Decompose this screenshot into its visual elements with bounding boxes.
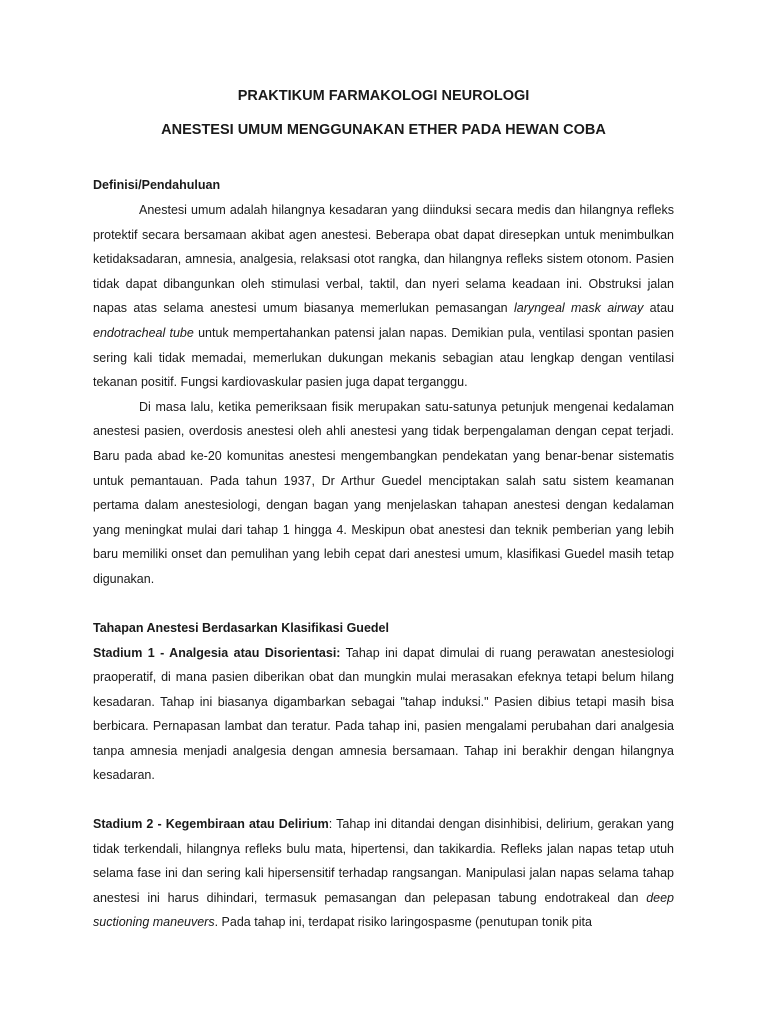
paragraph-text: . Pada tahap ini, terdapat risiko laringospasme (penutupan tonik pita [214,915,592,930]
paragraph-text: : Tahap ini ditandai dengan disinhibisi, delirium, gerakan yang tidak terkendali, hilangnya refleks bulu mata, hipertensi, dan takikardia. Refleks jalan napas tetap utuh selama fase ini dan sering kali hipersensitif terhadap rangsangan. Manipulasi jalan napas selama tahap anestesi ini harus dihindari, termasuk pemasangan dan pelepasan tabung endotrakeal dan [93,817,674,905]
document-title: PRAKTIKUM FARMAKOLOGI NEUROLOGI [237,88,530,104]
paragraph-definisi-1 [93,198,674,395]
section-heading-definisi: Definisi/Pendahuluan [93,178,221,192]
stage-lead: Stadium 1 - Analgesia atau Disorientasi: [93,645,341,660]
paragraph-text: Anestesi umum adalah hilangnya kesadaran yang diinduksi secara medis dan hilangnya refleks protektif secara bersamaan akibat agen anestesi. Beberapa obat dapat diresepkan untuk menimbulkan ketidaksadaran, amnesia, analgesia, relaksasi otot rangka, dan hilangnya refleks sistem otonom. Pasien tidak dapat dibangunkan oleh stimulasi verbal, taktil, dan nyeri selama keadaan ini. Obstruksi jalan napas atas selama anestesi umum biasanya memerlukan pemasangan [93,203,674,316]
paragraph-definisi-2: Di masa lalu, ketika pemeriksaan fisik merupakan satu-satunya petunjuk mengenai kedalaman anestesi pasien, overdosis anestesi oleh ahli anestesi yang tidak berpengalaman dengan cepat terjadi. Baru pada abad ke-20 komunitas anestesi mengembangkan pendekatan yang benar-benar sistematis untuk pemantauan. Pada tahun 1937, Dr Arthur Guedel menciptakan salah satu sistem keamanan pertama dalam anestesiologi, dengan bagan yang menjelaskan tahapan anestesi dengan kedalaman yang meningkat mulai dari tahap 1 hingga 4. Meskipun obat anestesi dan teknik pemberian yang lebih baru memiliki onset dan pemulihan yang lebih cepat dari anestesi umum, klasifikasi Guedel masih tetap digunakan. [93,399,674,586]
paragraph-stadium-2 [93,812,674,935]
italic-term: deep suctioning maneuvers [93,890,674,930]
paragraph-text: untuk mempertahankan patensi jalan napas. Demikian pula, ventilasi spontan pasien sering kali tidak memadai, memerlukan dukungan mekanis sebagian atau lengkap dengan ventilasi tekanan positif. Fungsi kardiovaskular pasien juga dapat terganggu. [93,325,674,390]
paragraph-text: Tahap ini dapat dimulai di ruang perawatan anestesiologi praoperatif, di mana pasien diberikan obat dan mungkin mulai merasakan efeknya tetapi belum hilang kesadaran. Tahap ini biasanya digambarkan sebagai "tahap induksi." Pasien dibius tetapi masih bisa berbicara. Pernapasan lambat dan teratur. Pada tahap ini, pasien mengalami perubahan dari analgesia tanpa amnesia menjadi analgesia dengan amnesia bersamaan. Tahap ini berakhir dengan hilangnya kesadaran. [93,645,674,783]
italic-term: endotracheal tube [93,325,194,340]
document-subtitle: ANESTESI UMUM MENGGUNAKAN ETHER PADA HEWAN COBA [161,122,606,138]
section-heading-tahapan: Tahapan Anestesi Berdasarkan Klasifikasi Guedel [93,620,389,635]
paragraph-stadium-1 [93,641,674,789]
paragraph-text: atau [643,301,674,316]
italic-term: laryngeal mask airway [513,301,644,316]
stage-lead: Stadium 2 - Kegembiraan atau Delirium [93,817,329,832]
